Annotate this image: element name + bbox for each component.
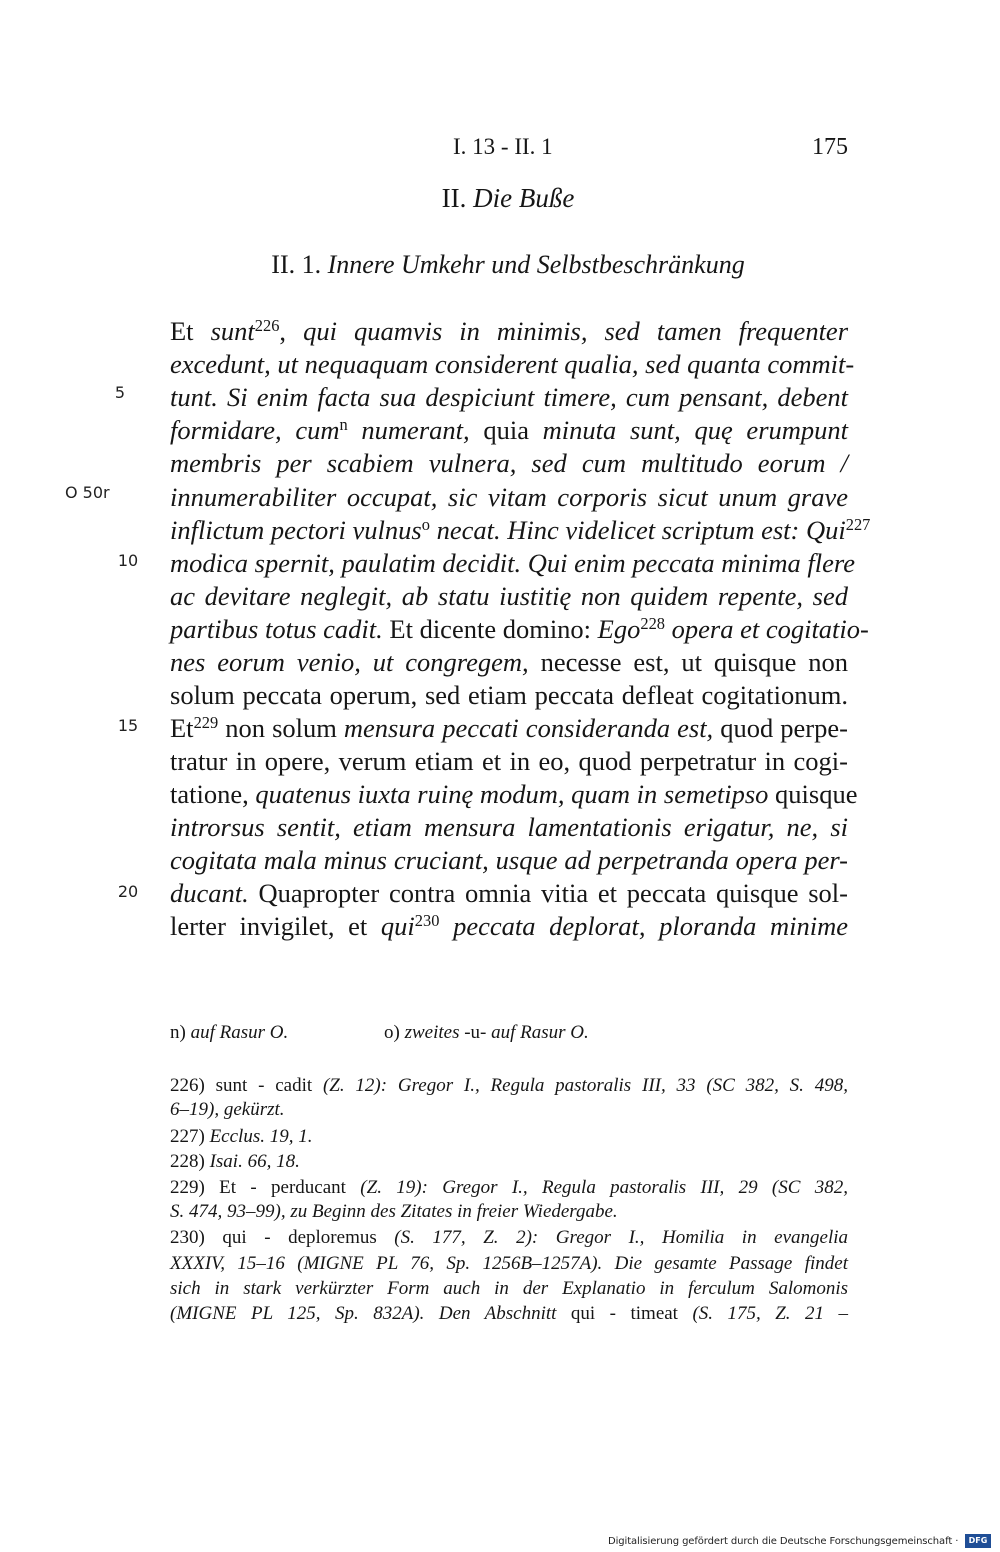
dfg-logo: DFG <box>965 1534 991 1548</box>
footnote-230-cont-2: sich in stark verkürzter Form auch in der Explanatio in ferculum Salomonis <box>170 1278 848 1299</box>
text-line-15: tatione, quatenus iuxta ruinę modum, quam in semetipso quisque <box>170 779 858 809</box>
text-line-1: Et sunt$^{226}$, qui quamvis in minimis, sed tamen frequenter <box>170 315 849 346</box>
footnote-226-cont: 6–19), gekürzt. <box>170 1099 285 1120</box>
text-line-11: nes eorum venio, ut congregem, necesse est, ut quisque non <box>170 647 848 677</box>
apparatus-note-n: n) auf Rasur O. <box>170 1022 289 1043</box>
text-line-13: Et$^{229}$ non solum mensura peccati consideranda est, quod perpe- <box>170 712 848 743</box>
footnote-230: 230) qui - deploremus (S. 177, Z. 2): Gregor I., Homilia in evangelia <box>170 1227 849 1248</box>
text-line-9: ac devitare neglegit, ab statu iustitię non quidem repente, sed <box>170 581 848 611</box>
text-line-5: membris per scabiem vulnera, sed cum multitudo eorum / <box>170 448 848 478</box>
section-number: II. <box>441 183 467 213</box>
subsection-title <box>0 250 1000 280</box>
footnote-229: 229) Et - perducant (Z. 19): Gregor I., Regula pastoralis III, 29 (SC 382, <box>170 1177 848 1198</box>
line-number-10: 10 <box>117 551 139 570</box>
text-line-4: formidare, cum$^n$ numerant, quia minuta sunt, quę erumpunt <box>170 414 849 445</box>
subsection-number: II. 1. <box>271 250 322 279</box>
section-title <box>0 183 1000 214</box>
text-line-14: tratur in opere, verum etiam et in eo, quod perpetratur in cogi- <box>170 746 848 776</box>
line-number-5: 5 <box>114 383 126 402</box>
section-name: Die Buße <box>473 183 575 213</box>
text-line-17: cogitata mala minus cruciant, usque ad perpetranda opera per- <box>170 845 848 875</box>
running-header: I. 13 - II. 1 <box>453 134 553 159</box>
footnote-230-cont-3: (MIGNE PL 125, Sp. 832A). Den Abschnitt qui - timeat (S. 175, Z. 21 – <box>170 1303 849 1324</box>
line-number-15: 15 <box>117 716 139 735</box>
text-line-10: partibus totus cadit. Et dicente domino: Ego$^{228}$ opera et cogitatio- <box>170 613 869 644</box>
footnote-230-cont-1: XXXIV, 15–16 (MIGNE PL 76, Sp. 1256B–1257A). Die gesamte Passage findet <box>170 1253 848 1274</box>
folio-marker: O 50r <box>65 483 110 502</box>
text-line-2: excedunt, ut nequaquam considerent qualia, sed quanta commit- <box>170 349 855 379</box>
apparatus-note-o: o) zweites -u- auf Rasur O. <box>384 1022 589 1043</box>
text-line-7: inflictum pectori vulnus$^o$ necat. Hinc videlicet scriptum est: Qui$^{227}$ <box>170 514 871 545</box>
digitization-credit: Digitalisierung gefördert durch die Deutsche Forschungsgemeinschaft · <box>608 1536 959 1547</box>
page-number: 175 <box>812 134 848 160</box>
line-number-20: 20 <box>117 882 139 901</box>
text-line-19: lerter invigilet, et qui$^{230}$ peccata deplorat, ploranda minime <box>170 910 848 941</box>
footnote-227: 227) Ecclus. 19, 1. <box>170 1126 313 1147</box>
text-line-16: introrsus sentit, etiam mensura lamentationis erigatur, ne, si <box>170 812 848 842</box>
text-line-8: modica spernit, paulatim decidit. Qui enim peccata minima flere <box>170 548 855 578</box>
text-line-18: ducant. Quapropter contra omnia vitia et peccata quisque sol- <box>170 878 848 908</box>
footnote-226: 226) sunt - cadit (Z. 12): Gregor I., Regula pastoralis III, 33 (SC 382, S. 498, <box>170 1075 848 1096</box>
text-line-12: solum peccata operum, sed etiam peccata defleat cogitationum. <box>170 680 848 710</box>
text-line-3: tunt. Si enim facta sua despiciunt timere, cum pensant, debent <box>170 382 848 412</box>
footnote-229-cont: S. 474, 93–99), zu Beginn des Zitates in freier Wiedergabe. <box>170 1201 618 1222</box>
footnote-228: 228) Isai. 66, 18. <box>170 1151 300 1172</box>
text-line-6: innumerabiliter occupat, sic vitam corporis sicut unum grave <box>170 482 848 512</box>
subsection-name: Innere Umkehr und Selbstbeschränkung <box>327 250 745 279</box>
